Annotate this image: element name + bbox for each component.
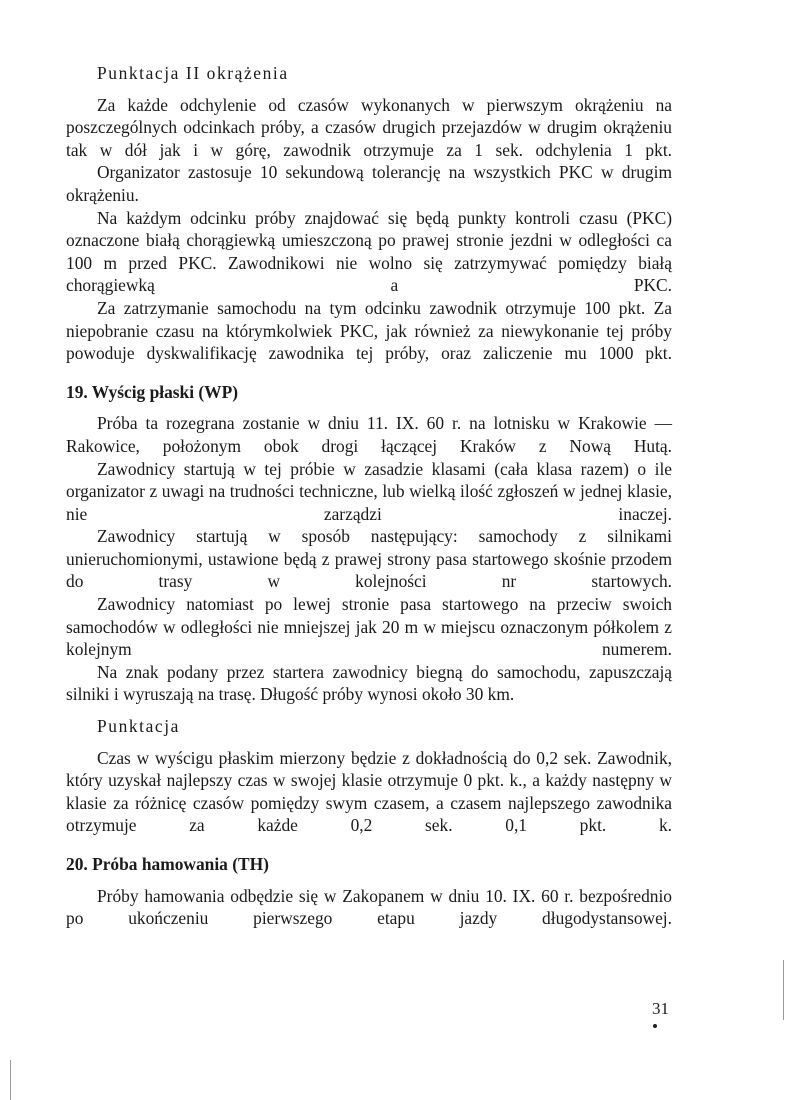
paragraph: Zawodnicy startują w sposób następujący: samochody z silnikami unieruchomionymi, ustawione będą z prawej strony pasa startowego skośnie przodem do trasy w kolejności nr startowych. bbox=[66, 526, 672, 592]
scan-edge-line bbox=[783, 960, 784, 1020]
paragraph: Próby hamowania odbędzie się w Zakopanem w dniu 10. IX. 60 r. bezpośrednio po ukończeniu pierwszego etapu jazdy długodystansowej. bbox=[66, 885, 672, 929]
paragraph: Organizator zastosuje 10 sekundową tolerancję na wszystkich PKC w drugim okrążeniu. bbox=[66, 162, 672, 205]
page-number: 31 bbox=[652, 999, 669, 1018]
paragraph: Próba ta rozegrana zostanie w dniu 11. IX. 60 r. na lotnisku w Krakowie — Rakowice, położonym obok drogi łączącej Kraków z Nową Hutą. bbox=[66, 413, 672, 456]
print-mark-dot bbox=[653, 1024, 657, 1028]
section-heading-braking: 20. Próba hamowania (TH) bbox=[66, 854, 269, 874]
paragraph: Za zatrzymanie samochodu na tym odcinku zawodnik otrzymuje 100 pkt. Za niepobranie czasu na którymkolwiek PKC, jak również za niewykonanie tej próby powoduje dyskwalifikację zawodnika tej próby, oraz zaliczenie mu 1000 pkt. bbox=[66, 297, 672, 364]
paragraph: Zawodnicy startują w tej próbie w zasadzie klasami (cała klasa razem) o ile organizator z uwagi na trudności techniczne, lub wielką ilość zgłoszeń w jednej klasie, nie zarządzi inaczej. bbox=[66, 458, 672, 524]
section-heading-scoring-race: Punktacja bbox=[97, 716, 180, 737]
paragraph: Zawodnicy natomiast po lewej stronie pasa startowego na przeciw swoich samochodów w odległości nie mniejszej jak 20 m w miejscu oznaczonym półkolem z kolejnym numerem. bbox=[66, 594, 672, 660]
scan-edge-line bbox=[10, 1060, 11, 1100]
document-page bbox=[66, 62, 672, 930]
paragraph: Czas w wyścigu płaskim mierzony będzie z dokładnością do 0,2 sek. Zawodnik, który uzyskał najlepszy czas w swojej klasie otrzymuje 0 pkt. k., a każdy następny w klasie za różnicę czasów pomiędzy swym czasem, a czasem najlepszego zawodnika otrzymuje za każde 0,2 sek. 0,1 pkt. k. bbox=[66, 747, 672, 836]
section-heading-scoring-round2: Punktacja II okrążenia bbox=[97, 63, 289, 83]
section-heading-race-flat: 19. Wyścig płaski (WP) bbox=[66, 381, 238, 402]
paragraph: Na każdym odcinku próby znajdować się będą punkty kontroli czasu (PKC) oznaczone białą chorągiewką umieszczoną po prawej stronie jezdni w odległości ca 100 m przed PKC. Zawodnikowi nie wolno się zatrzymywać pomiędzy białą chorągiewką a PKC. bbox=[66, 207, 672, 296]
paragraph: Za każde odchylenie od czasów wykonanych w pierwszym okrążeniu na poszczególnych odcinkach próby, a czasów drugich przejazdów w drugim okrążeniu tak w dół jak i w górę, zawodnik otrzymuje za 1 sek. odchylenia 1 pkt. bbox=[66, 94, 672, 160]
paragraph: Na znak podany przez startera zawodnicy biegną do samochodu, zapuszczają silniki i wyruszają na trasę. Długość próby wynosi około 30 km. bbox=[66, 661, 672, 705]
